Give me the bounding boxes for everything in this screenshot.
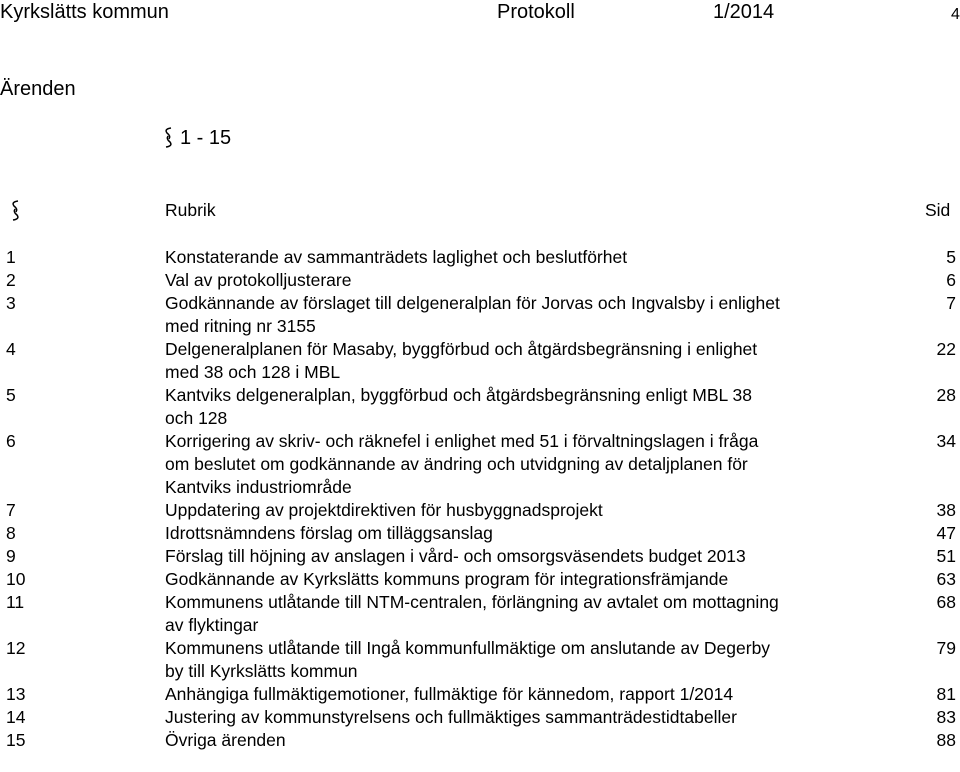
item-page-number: 34 — [936, 431, 956, 451]
item-title-line: Kantviks industriområde — [165, 477, 352, 497]
item-page-number: 88 — [936, 730, 956, 750]
item-page-number: 79 — [936, 638, 956, 658]
item-title-line: Kantviks delgeneralplan, byggförbud och åtgärdsbegränsning enligt MBL 38 — [165, 385, 752, 405]
item-page-number: 51 — [936, 546, 956, 566]
item-page-number: 68 — [936, 592, 956, 612]
column-header-sid: Sid — [925, 200, 951, 220]
item-title-line: Kommunens utlåtande till Ingå kommunfullmäktige om anslutande av Degerby — [165, 638, 771, 658]
item-page-number: 63 — [936, 569, 956, 589]
item-page-number: 83 — [936, 707, 956, 727]
item-title-line: Godkännande av förslaget till delgeneralplan för Jorvas och Ingvalsby i enlighet — [165, 293, 780, 313]
item-page-number: 5 — [946, 247, 956, 267]
item-page-number: 22 — [936, 339, 956, 359]
item-title-line: Idrottsnämndens förslag om tilläggsanslag — [165, 523, 493, 543]
item-page-number: 38 — [936, 500, 956, 520]
item-number: 8 — [6, 523, 16, 543]
item-number: 13 — [6, 684, 26, 704]
item-title-line: Godkännande av Kyrkslätts kommuns program för integrationsfrämjande — [165, 569, 729, 589]
column-header-rubrik: Rubrik — [165, 200, 216, 220]
item-title-line: med ritning nr 3155 — [165, 316, 316, 336]
item-title-line: Korrigering av skriv- och räknefel i enlighet med 51 i förvaltningslagen i fråga — [165, 431, 759, 451]
item-page-number: 81 — [936, 684, 956, 704]
item-title-line: by till Kyrkslätts kommun — [165, 661, 358, 681]
item-number: 5 — [6, 385, 16, 405]
header-doc-type: Protokoll — [497, 1, 575, 23]
item-number: 14 — [6, 707, 26, 727]
item-number: 1 — [6, 247, 16, 267]
header-page-number: 4 — [951, 6, 960, 23]
page-title: Ärenden — [0, 78, 76, 100]
item-number: 2 — [6, 270, 16, 290]
header-municipality: Kyrkslätts kommun — [0, 1, 169, 23]
item-number: 3 — [6, 293, 16, 313]
item-title-line: och 128 — [165, 408, 228, 428]
item-number: 12 — [6, 638, 26, 658]
item-title-line: Anhängiga fullmäktigemotioner, fullmäktige för kännedom, rapport 1/2014 — [165, 684, 734, 704]
item-number: 6 — [6, 431, 16, 451]
item-number: 11 — [6, 592, 25, 612]
item-number: 10 — [6, 569, 26, 589]
item-page-number: 47 — [936, 523, 956, 543]
header-issue: 1/2014 — [713, 1, 775, 23]
section-sign-icon — [160, 126, 177, 149]
item-title-line: Uppdatering av projektdirektiven för husbyggnadsprojekt — [165, 500, 603, 520]
item-title-line: Förslag till höjning av anslagen i vård- och omsorgsväsendets budget 2013 — [165, 546, 746, 566]
item-number: 15 — [6, 730, 26, 750]
item-page-number: 6 — [946, 270, 956, 290]
item-number: 9 — [6, 546, 16, 566]
item-page-number: 28 — [936, 385, 956, 405]
item-page-number: 7 — [946, 293, 956, 313]
item-title-line: Delgeneralplanen för Masaby, byggförbud och åtgärdsbegränsning i enlighet — [165, 339, 758, 359]
item-title-line: Kommunens utlåtande till NTM-centralen, förlängning av avtalet om mottagning — [165, 592, 779, 612]
range-label: 1 - 15 — [180, 127, 232, 149]
item-title-line: om beslutet om godkännande av ändring och utvidgning av detaljplanen för — [165, 454, 748, 474]
item-title-line: Övriga ärenden — [165, 730, 286, 750]
item-title-line: Val av protokolljusterare — [165, 270, 352, 290]
item-number: 4 — [6, 339, 16, 359]
item-title-line: Konstaterande av sammanträdets laglighet och beslutförhet — [165, 247, 628, 267]
item-title-line: med 38 och 128 i MBL — [165, 362, 341, 382]
item-number: 7 — [6, 500, 16, 520]
item-title-line: av flyktingar — [165, 615, 259, 635]
section-sign-icon — [7, 199, 24, 222]
item-title-line: Justering av kommunstyrelsens och fullmäktiges sammanträdestidtabeller — [165, 707, 737, 727]
